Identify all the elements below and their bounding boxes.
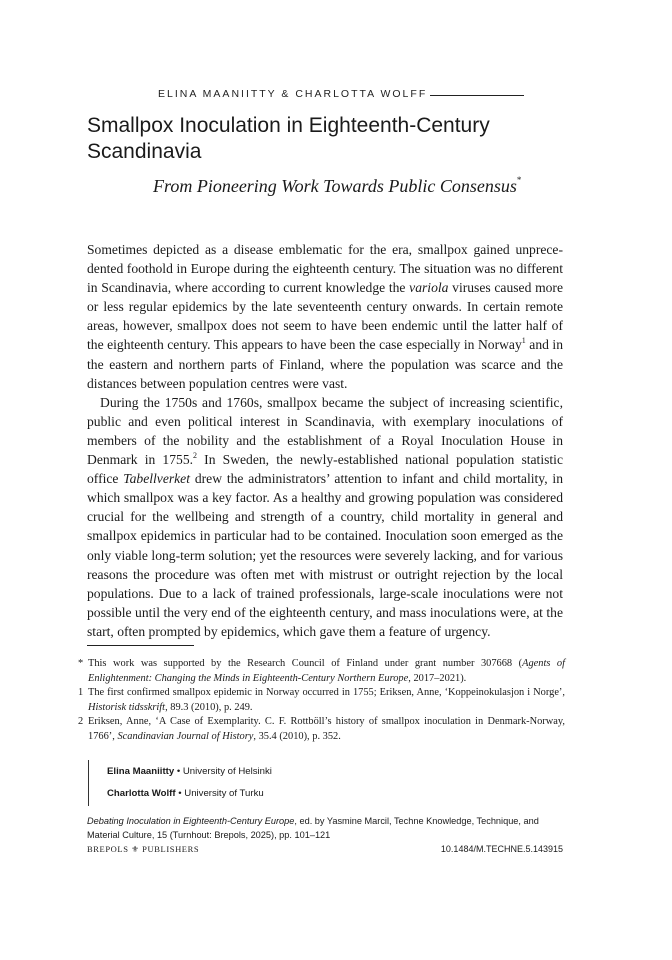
p1-text-e: and in the eastern and northern parts of Finland, where the population was scarce and the distances between population centres were vast.: [87, 337, 564, 391]
footnote-italic: Agents of Enlightenment: Changing the Minds in Eighteenth-Century Northern Europe: [88, 658, 565, 684]
footnote-text: Eriksen, Anne, ‘A Case of Exemplarity. C. F. Rottböll’s history of smallpox inoculation in Denmark-Norway, 1766’,: [88, 716, 565, 742]
affiliation-1: [107, 766, 272, 777]
p1-text-a: Sometimes depicted as a disease emblematic for the era, smallpox gained unprece-dented foothold in Europe during the eighteenth century. The situation was no different in Scandinavia, where according to current knowledge the: [87, 242, 563, 296]
author-name: Charlotta Wolff: [107, 788, 176, 799]
p2-italic-tabellverket: Tabellverket: [123, 471, 190, 487]
p2-text-c: In Sweden, the newly-established national population statistic office: [87, 452, 563, 487]
p1-italic-variola: variola: [409, 280, 449, 296]
paragraph-2: [87, 393, 563, 641]
footnote-italic: Scandinavian Journal of History: [117, 730, 254, 742]
article-subtitle-text: From Pioneering Work Towards Public Consensus: [153, 176, 517, 196]
footnotes: [78, 657, 565, 745]
footnote-text: This work was supported by the Research Council of Finland under grant number 307668 (: [88, 658, 523, 669]
footnote-text: The first confirmed smallpox epidemic in Norway occurred in 1755; Eriksen, Anne, ‘Koppeinokulasjon i Norge’,: [88, 687, 565, 699]
footnote-rule: [87, 645, 194, 646]
citation-details: , ed. by Yasmine Marcil, Techne Knowledge, Technique, and Material Culture, 15 (Turnhout: Brepols, 2025), pp. 101–121: [87, 816, 539, 840]
footnote-text: , 35.4 (2010), p. 352.: [253, 730, 341, 742]
book-citation: [87, 815, 563, 843]
footnote-1: [78, 686, 565, 715]
p2-text-a: During the 1750s and 1760s, smallpox became the subject of increasing scientific, public and even political interest in Scandinavia, with exemplary inoculations of members of the nobility and the establishment of a Royal Inoculation House in Denmark in 1755.: [87, 394, 563, 468]
running-head-authors: ELINA MAANIITTY & CHARLOTTA WOLFF: [158, 88, 428, 100]
footnote-mark: 2: [78, 716, 84, 728]
footnote-ref-1[interactable]: 1: [521, 336, 526, 346]
running-head-rule: [430, 95, 524, 96]
footnote-italic: Historisk tidsskrift: [88, 701, 166, 713]
p2-text-e: drew the administrators’ attention to infant and child mortality, in which smallpox was a key factor. As a healthy and growing population was considered crucial for the wellbeing and strength of a country, child mortality in general and smallpox epidemics in particular had to be contained. Inoculation soon emerged as the only viable long-term solution; yet the resources were severely lacking, and for various reasons the procedure was often met with mistrust or outright rejection by the local populations. Due to a lack of trained professionals, large-scale inoculations were not possible until the very end of the eighteenth century, and mass inoculations were, at the start, often prompted by epidemics, which gave them a feature of urgency.: [87, 471, 563, 639]
doi-link[interactable]: 10.1484/M.TECHNE.5.143915: [440, 844, 563, 854]
paragraph-1: [87, 240, 563, 393]
footnote-text: , 2017–2021).: [408, 672, 467, 684]
article-subtitle: [153, 175, 521, 197]
article-title: Smallpox Inoculation in Eighteenth-Century Scandinavia: [87, 114, 490, 163]
affiliation-separator: •: [174, 766, 183, 777]
footnote-mark: *: [78, 658, 84, 669]
author-institution: University of Turku: [184, 788, 264, 799]
footnote-ref-2[interactable]: 2: [193, 451, 198, 461]
affiliation-2: [107, 788, 264, 799]
footnote-star: [78, 657, 565, 686]
affiliation-bar: [88, 760, 89, 806]
author-name: Elina Maaniitty: [107, 766, 175, 777]
body-text: [87, 240, 563, 641]
publisher-name: BREPOLS ⚜ PUBLISHERS: [87, 844, 200, 854]
book-title: Debating Inoculation in Eighteenth-Century Europe: [87, 816, 295, 826]
affiliation-separator: •: [175, 788, 185, 799]
footnote-mark: 1: [78, 687, 84, 699]
footnote-ref-star[interactable]: *: [516, 175, 522, 185]
p1-text-c: viruses caused more or less regular epidemics by the late seventeenth century onwards. In certain remote areas, however, smallpox does not seem to have been endemic until the latter half of the eighteenth century. This appears to have been the case especially in Norway: [87, 280, 563, 353]
footnote-2: [78, 715, 565, 744]
footnote-text: , 89.3 (2010), p. 249.: [165, 701, 253, 713]
publisher-row: [87, 844, 563, 858]
author-institution: University of Helsinki: [182, 766, 272, 777]
